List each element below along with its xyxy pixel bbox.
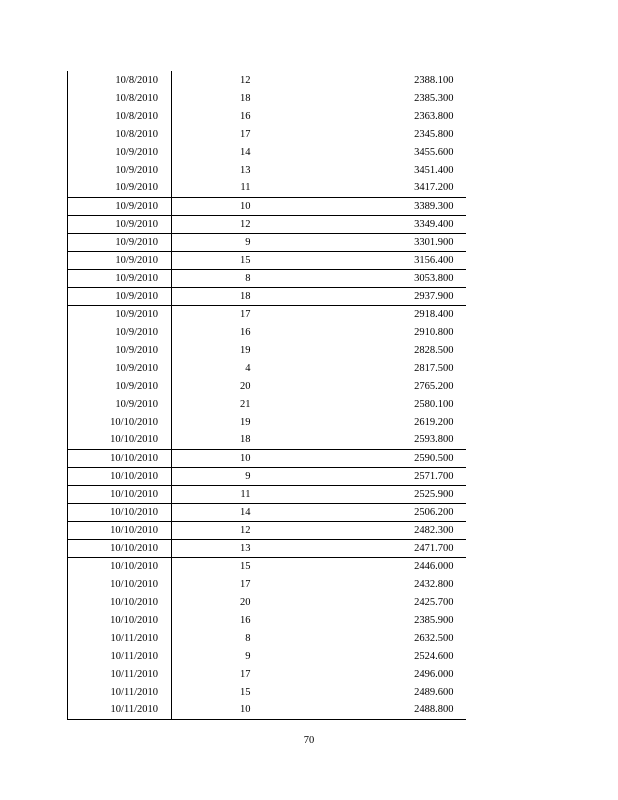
value-cell: 2482.300 [263,521,466,539]
date-cell: 10/11/2010 [68,683,172,701]
value-cell: 2918.400 [263,305,466,323]
value-cell: 3455.600 [414,146,454,158]
number-cell: 17 [240,578,251,590]
value-cell: 3451.400 [414,164,454,176]
table-row [68,629,466,647]
value-cell: 3417.200 [414,182,454,194]
number-cell: 8 [245,632,251,644]
date-cell: 10/10/2010 [68,557,172,575]
number-cell: 18 [172,287,263,305]
number-cell: 13 [240,164,251,176]
number-cell: 9 [172,233,263,251]
table-row [68,701,466,719]
table-body [68,71,466,719]
value-cell: 2524.600 [414,650,454,662]
number-cell: 20 [240,380,251,392]
date-cell: 10/10/2010 [68,593,172,611]
number-cell: 15 [172,557,263,575]
number-cell: 18 [240,434,251,446]
date-cell: 10/8/2010 [68,71,172,89]
table-row [68,611,466,629]
number-cell: 21 [240,398,251,410]
table-row [68,251,466,269]
number-cell: 17 [240,668,251,680]
value-cell: 2488.800 [263,701,466,719]
number-cell: 17 [172,305,263,323]
value-cell: 2632.500 [414,632,454,644]
page-number: 70 [303,735,315,746]
value-cell: 2489.600 [414,686,454,698]
table-row [68,503,466,521]
date-cell: 10/10/2010 [68,575,172,593]
number-cell: 15 [240,686,251,698]
number-cell: 12 [240,74,251,86]
date-cell: 10/11/2010 [68,629,172,647]
date-cell: 10/9/2010 [68,377,172,395]
value-cell: 2385.300 [414,92,454,104]
table-row [68,341,466,359]
table-row [68,197,466,215]
table-row [68,539,466,557]
value-cell: 2593.800 [414,434,454,446]
date-cell: 10/11/2010 [68,647,172,665]
number-cell: 19 [240,344,251,356]
table-row [68,143,466,161]
date-cell: 10/9/2010 [68,197,172,215]
date-cell: 10/11/2010 [68,701,172,719]
number-cell: 11 [172,485,263,503]
date-cell: 10/9/2010 [68,179,172,197]
value-cell: 2817.500 [414,362,454,374]
number-cell: 12 [172,215,263,233]
table-row [68,359,466,377]
number-cell: 20 [240,596,251,608]
date-cell: 10/8/2010 [68,107,172,125]
value-cell: 3156.400 [263,251,466,269]
value-cell: 3053.800 [263,269,466,287]
value-cell: 2937.900 [263,287,466,305]
date-cell: 10/9/2010 [68,269,172,287]
date-cell: 10/9/2010 [68,251,172,269]
table-row [68,485,466,503]
value-cell: 2571.700 [263,467,466,485]
value-cell: 2590.500 [263,449,466,467]
table-row [68,233,466,251]
table-row [68,431,466,449]
table-row [68,377,466,395]
table-row [68,413,466,431]
date-cell: 10/9/2010 [68,233,172,251]
table-row [68,71,466,89]
value-cell: 3349.400 [263,215,466,233]
number-cell: 15 [172,251,263,269]
value-cell: 2425.700 [414,596,454,608]
date-cell: 10/10/2010 [68,485,172,503]
table-row [68,215,466,233]
value-cell: 3389.300 [263,197,466,215]
table-row [68,575,466,593]
date-cell: 10/9/2010 [68,305,172,323]
number-cell: 8 [172,269,263,287]
number-cell: 10 [172,701,263,719]
table-row [68,665,466,683]
date-cell: 10/9/2010 [68,215,172,233]
number-cell: 9 [172,467,263,485]
table-row [68,305,466,323]
date-cell: 10/9/2010 [68,287,172,305]
number-cell: 10 [172,449,263,467]
table-row [68,125,466,143]
date-cell: 10/10/2010 [68,431,172,449]
value-cell: 2619.200 [414,416,454,428]
value-cell: 2432.800 [414,578,454,590]
value-cell: 2388.100 [414,74,454,86]
number-cell: 16 [240,326,251,338]
date-cell: 10/9/2010 [68,143,172,161]
table-row [68,467,466,485]
value-cell: 2345.800 [414,128,454,140]
date-cell: 10/10/2010 [68,539,172,557]
value-cell: 3301.900 [263,233,466,251]
number-cell: 4 [245,362,251,374]
table-row [68,269,466,287]
number-cell: 18 [240,92,251,104]
value-cell: 2910.800 [414,326,454,338]
number-cell: 9 [245,650,251,662]
date-cell: 10/9/2010 [68,359,172,377]
table-row [68,395,466,413]
value-cell: 2496.000 [414,668,454,680]
date-cell: 10/10/2010 [68,521,172,539]
number-cell: 10 [172,197,263,215]
date-cell: 10/8/2010 [68,89,172,107]
table-row [68,107,466,125]
table-row [68,287,466,305]
value-cell: 2580.100 [414,398,454,410]
value-cell: 2828.500 [414,344,454,356]
number-cell: 14 [172,503,263,521]
value-cell: 2446.000 [263,557,466,575]
date-cell: 10/9/2010 [68,161,172,179]
table-row [68,593,466,611]
number-cell: 13 [172,539,263,557]
number-cell: 14 [240,146,251,158]
date-cell: 10/10/2010 [68,449,172,467]
table-row [68,557,466,575]
number-cell: 17 [240,128,251,140]
date-cell: 10/9/2010 [68,341,172,359]
number-cell: 16 [240,614,251,626]
date-cell: 10/10/2010 [68,467,172,485]
value-cell: 2363.800 [414,110,454,122]
number-cell: 19 [240,416,251,428]
table-row [68,161,466,179]
table-row [68,647,466,665]
date-cell: 10/8/2010 [68,125,172,143]
value-cell: 2525.900 [263,485,466,503]
date-cell: 10/10/2010 [68,413,172,431]
date-cell: 10/9/2010 [68,323,172,341]
table-row [68,179,466,197]
number-cell: 16 [240,110,251,122]
number-cell: 12 [172,521,263,539]
date-cell: 10/9/2010 [68,395,172,413]
table-row [68,683,466,701]
number-cell: 11 [240,182,251,194]
date-cell: 10/11/2010 [68,665,172,683]
data-table [67,71,466,720]
value-cell: 2385.900 [414,614,454,626]
table-row [68,323,466,341]
date-cell: 10/10/2010 [68,611,172,629]
value-cell: 2765.200 [414,380,454,392]
value-cell: 2506.200 [263,503,466,521]
table-row [68,449,466,467]
table-row [68,521,466,539]
table-row [68,89,466,107]
date-cell: 10/10/2010 [68,503,172,521]
value-cell: 2471.700 [263,539,466,557]
